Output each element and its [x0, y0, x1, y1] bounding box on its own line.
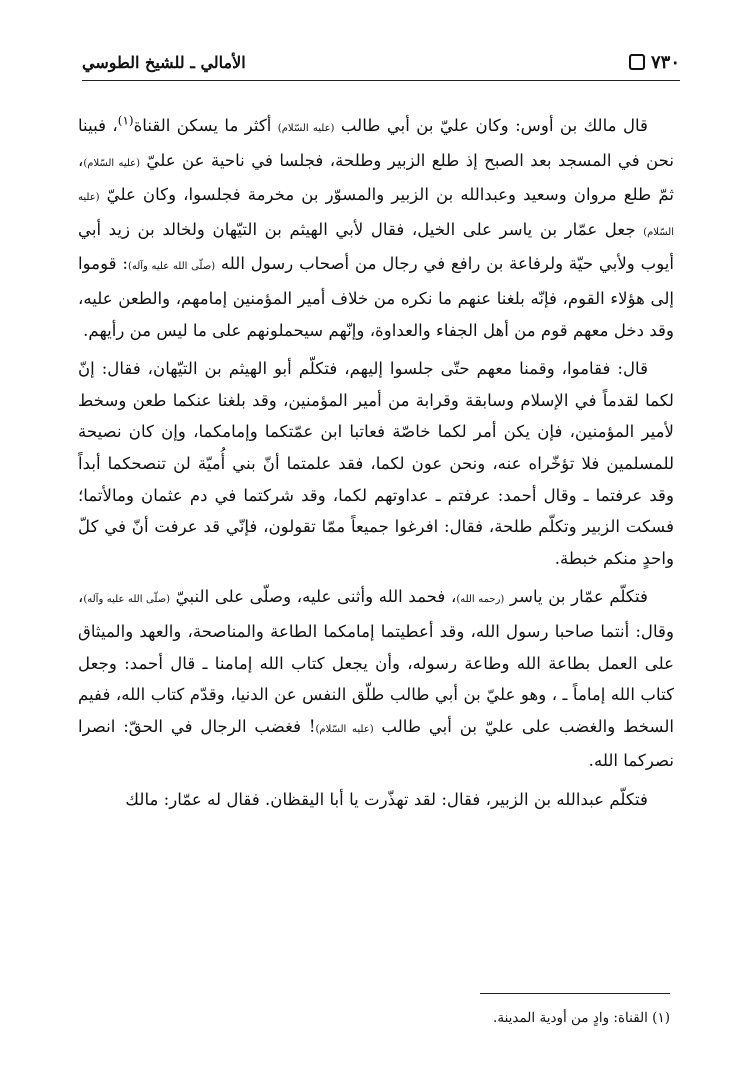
- honorific: (عليه السّلام): [78, 192, 674, 238]
- honorific: (صلّى الله عليه وآله): [127, 261, 216, 273]
- paragraph: [78, 353, 674, 574]
- page-marker-icon: [629, 54, 645, 70]
- book-title: الأمالي ـ للشيخ الطوسي: [82, 52, 246, 72]
- text-run: فتكلّم عمّار بن ياسر: [504, 587, 648, 607]
- honorific: (صلّى الله عليه وآله): [83, 594, 171, 606]
- text-run: أكثر ما يسكن القناة: [133, 116, 278, 135]
- text-run: ، وقال: أنتما صاحبا رسول الله، وقد أعطيتما إمامكما الطاعة والمناصحة، والعهد والميثاق على العمل بطاعة الله وطاعة رسوله، وأن يجعل كتاب الله إمامنا ـ قال أحمد: وجعل كتاب الله إماماً ـ ، وهو عليّ بن أبي طالب طلّق النفس عن الدنيا، وقدّم كتاب الله، ففيم السخط والغضب على عليّ بن أبي طالب: [78, 587, 674, 736]
- text-run: : قوموا إلى هؤلاء القوم، فإنّه بلغنا عنهم ما نكره من خلاف أمير المؤمنين إمامهم، والطعن عليه، وقد دخل معهم قوم من أهل الجفاء والعداوة، وإنّهم سيحملونهم على ما ليس من رأيهم.: [78, 254, 674, 340]
- page-header: [82, 44, 680, 81]
- paragraph: [78, 110, 674, 346]
- honorific: (عليه السّلام): [277, 123, 335, 134]
- text-run: ، ثمّ طلع مروان وسعيد وعبدالله بن الزبير والمسوّر بن مخرمة فجلسوا، وكان عليّ: [78, 150, 674, 205]
- paragraph: [78, 581, 674, 777]
- text-run: قال: فقاموا، وقمنا معهم حتّى جلسوا إليهم، فتكلّم أبو الهيثم بن التيّهان، فقال: إنّ لكما لقدماً في الإسلام وسابقة وقرابة من أمير المؤمنين، وقد بلغنا عنكما طعن وسخط لأمير المؤمنين، فإن يكن أمر لكما خاصّة فعاتبا ابن عمّتكما وإمامكما، وإن كان نصيحة للمسلمين فلا تؤخّراه عنه، ونحن عون لكما، فقد علمتما أنّ بني أُميّة لن تنصحكما أبداً وقد عرفتما ـ وقال أحمد: عرفتم ـ عداوتهم لكما، وقد شركتما في دم عثمان ومالأتما؛ فسكت الزبير وتكلّم طلحة، فقال: افرغوا جميعاً ممّا تقولون، فإنّي قد عرفت أنّ في كلّ واحدٍ منكم خبطة.: [78, 359, 674, 568]
- text-run: قال مالك بن أوس: وكان عليّ بن أبي طالب: [334, 116, 648, 135]
- page-number-group: [629, 52, 680, 73]
- honorific: (رحمه الله): [456, 594, 505, 606]
- text-run: ! فغضب الرجال في الحقّ: انصرا نصركما الله.: [78, 716, 674, 771]
- honorific: (عليه السّلام): [83, 157, 141, 169]
- footnote: (١) القناة: وادٍ من أودية المدينة.: [493, 1010, 670, 1026]
- text-run: جعل عمّار بن ياسر على الخيل، فقال لأبي الهيثم بن التيّهان ولخالد بن زيد أبي أيوب ولأبي حيّة ولرفاعة بن رافع في رجال من أصحاب رسول الله: [78, 219, 674, 274]
- page-number: ٧٣٠: [650, 51, 680, 73]
- paragraph: [78, 784, 674, 816]
- footnote-divider: [480, 993, 670, 994]
- honorific: (عليه السّلام): [315, 723, 374, 735]
- text-run: ، فحمد الله وأثنى عليه، وصلّى على النبيّ: [170, 587, 457, 607]
- text-run: فتكلّم عبدالله بن الزبير، فقال: لقد تهذّرت يا أبا اليقظان. فقال له عمّار: مالك: [125, 789, 648, 809]
- footnote-ref: (١): [117, 113, 134, 128]
- text-run: ، فبينا نحن في المسجد بعد الصبح إذ طلع الزبير وطلحة، فجلسا في ناحية عن عليّ: [78, 116, 675, 170]
- main-text: [78, 110, 674, 815]
